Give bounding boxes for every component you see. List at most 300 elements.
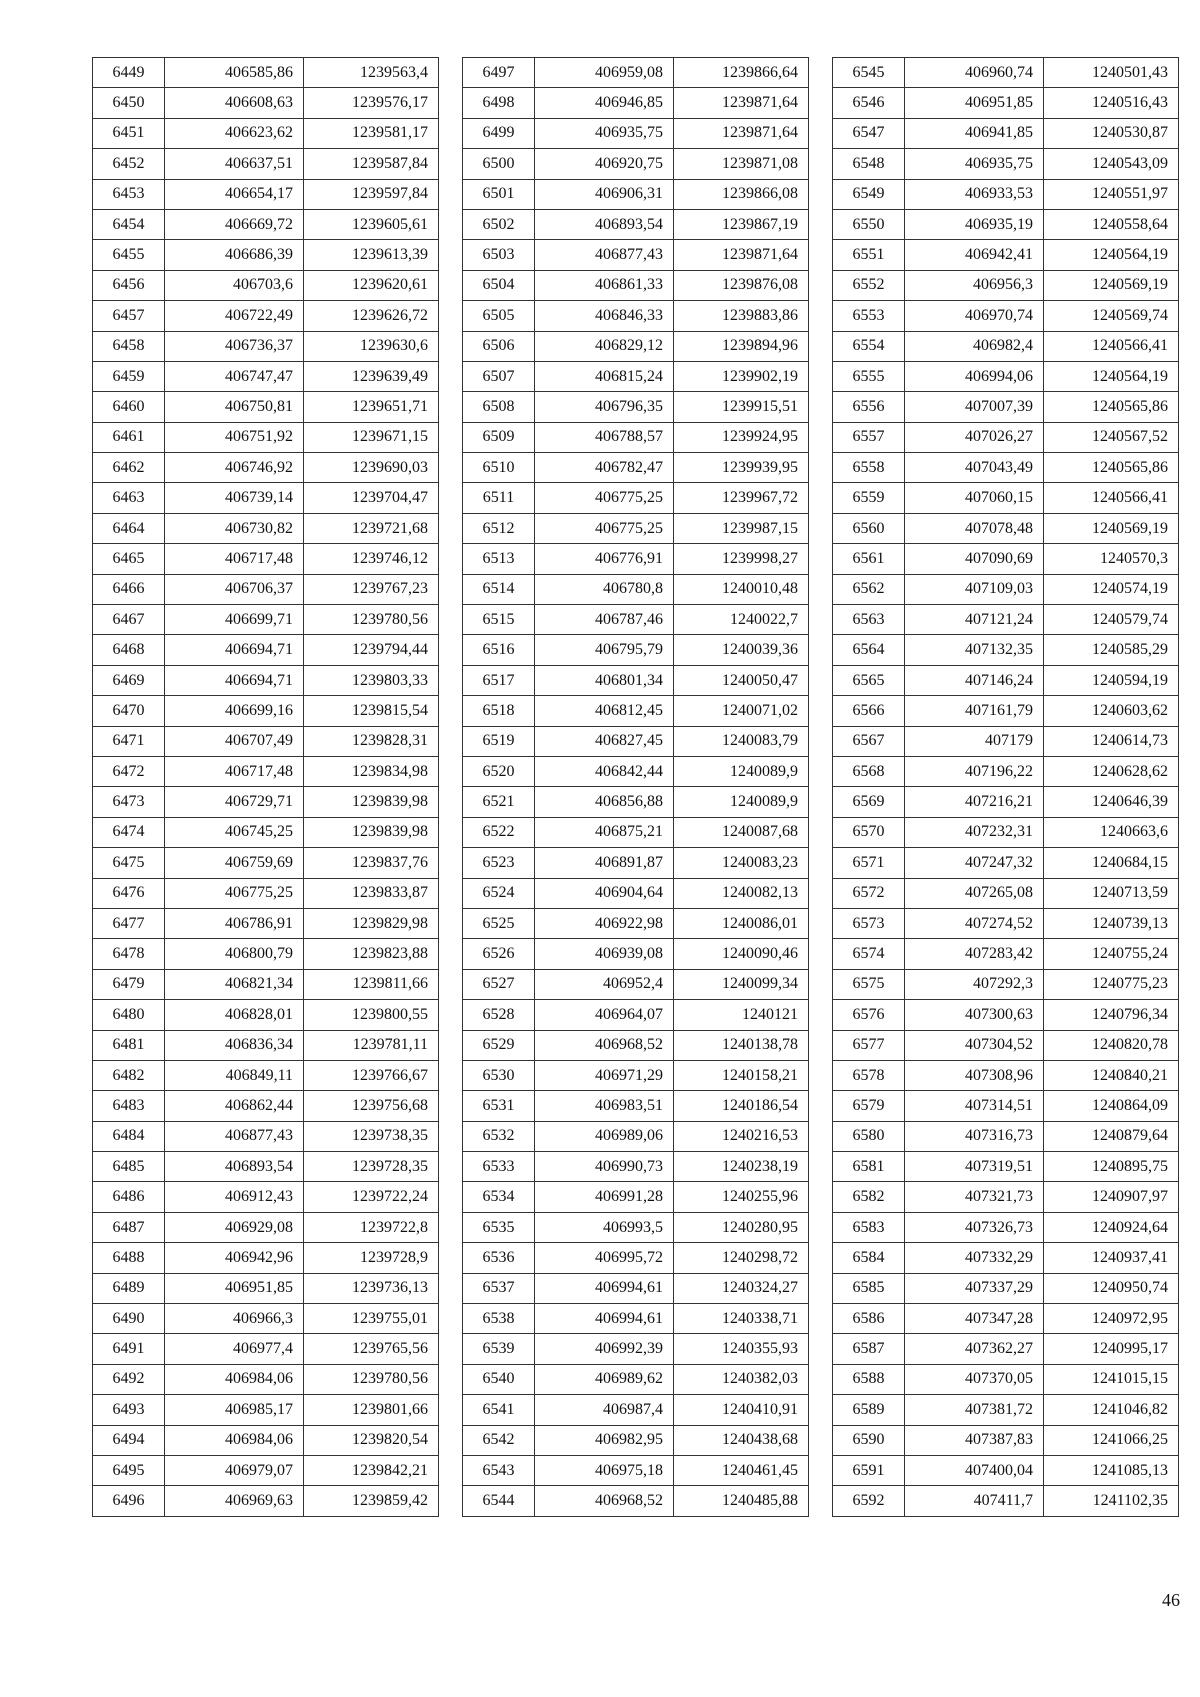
point-number-cell: 6585: [833, 1273, 905, 1303]
table-row: [93, 908, 439, 938]
table-row: [833, 1425, 1179, 1455]
x-coordinate-cell: 406795,79: [535, 635, 674, 665]
y-coordinate-cell: 1240238,19: [674, 1152, 809, 1182]
y-coordinate-cell: 1240255,96: [674, 1182, 809, 1212]
y-coordinate-cell: 1239587,84: [304, 149, 439, 179]
y-coordinate-cell: 1239738,35: [304, 1121, 439, 1151]
x-coordinate-cell: 406699,71: [165, 605, 304, 635]
y-coordinate-cell: 1240501,43: [1044, 58, 1179, 88]
y-coordinate-cell: 1239630,6: [304, 331, 439, 361]
point-number-cell: 6566: [833, 696, 905, 726]
y-coordinate-cell: 1240083,79: [674, 726, 809, 756]
table-row: [93, 1395, 439, 1425]
y-coordinate-cell: 1240410,91: [674, 1395, 809, 1425]
y-coordinate-cell: 1240338,71: [674, 1304, 809, 1334]
point-number-cell: 6556: [833, 392, 905, 422]
x-coordinate-cell: 406730,82: [165, 513, 304, 543]
point-number-cell: 6451: [93, 118, 165, 148]
table-row: [463, 544, 809, 574]
y-coordinate-cell: 1240186,54: [674, 1091, 809, 1121]
y-coordinate-cell: 1241085,13: [1044, 1455, 1179, 1485]
table-row: [93, 453, 439, 483]
table-row: [833, 787, 1179, 817]
x-coordinate-cell: 407078,48: [905, 513, 1044, 543]
y-coordinate-cell: 1239722,24: [304, 1182, 439, 1212]
table-row: [833, 1212, 1179, 1242]
y-coordinate-cell: 1240298,72: [674, 1243, 809, 1273]
point-number-cell: 6471: [93, 726, 165, 756]
table-row: [93, 1486, 439, 1516]
y-coordinate-cell: 1240820,78: [1044, 1030, 1179, 1060]
point-number-cell: 6587: [833, 1334, 905, 1364]
x-coordinate-cell: 406970,74: [905, 301, 1044, 331]
table-row: [833, 1304, 1179, 1334]
y-coordinate-cell: 1240567,52: [1044, 422, 1179, 452]
x-coordinate-cell: 406987,4: [535, 1395, 674, 1425]
point-number-cell: 6553: [833, 301, 905, 331]
point-number-cell: 6555: [833, 361, 905, 391]
table-row: [463, 118, 809, 148]
x-coordinate-cell: 406877,43: [165, 1121, 304, 1151]
point-number-cell: 6464: [93, 513, 165, 543]
table-row: [463, 422, 809, 452]
table-row: [833, 240, 1179, 270]
table-row: [93, 848, 439, 878]
x-coordinate-cell: 407109,03: [905, 574, 1044, 604]
x-coordinate-cell: 406952,4: [535, 969, 674, 999]
x-coordinate-cell: 406686,39: [165, 240, 304, 270]
point-number-cell: 6462: [93, 453, 165, 483]
x-coordinate-cell: 406694,71: [165, 635, 304, 665]
coordinate-table-3: [832, 57, 1179, 1517]
point-number-cell: 6483: [93, 1091, 165, 1121]
point-number-cell: 6480: [93, 1000, 165, 1030]
x-coordinate-cell: 407196,22: [905, 756, 1044, 786]
table-row: [463, 179, 809, 209]
table-row: [93, 361, 439, 391]
x-coordinate-cell: 406787,46: [535, 605, 674, 635]
y-coordinate-cell: 1239597,84: [304, 179, 439, 209]
point-number-cell: 6460: [93, 392, 165, 422]
y-coordinate-cell: 1240646,39: [1044, 787, 1179, 817]
point-number-cell: 6565: [833, 665, 905, 695]
y-coordinate-cell: 1240516,43: [1044, 88, 1179, 118]
x-coordinate-cell: 406694,71: [165, 665, 304, 695]
table-row: [833, 817, 1179, 847]
x-coordinate-cell: 406722,49: [165, 301, 304, 331]
x-coordinate-cell: 406776,91: [535, 544, 674, 574]
y-coordinate-cell: 1239866,08: [674, 179, 809, 209]
y-coordinate-cell: 1239902,19: [674, 361, 809, 391]
y-coordinate-cell: 1239626,72: [304, 301, 439, 331]
x-coordinate-cell: 407247,32: [905, 848, 1044, 878]
y-coordinate-cell: 1239780,56: [304, 1364, 439, 1394]
y-coordinate-cell: 1239781,11: [304, 1030, 439, 1060]
x-coordinate-cell: 407283,42: [905, 939, 1044, 969]
table-row: [833, 969, 1179, 999]
table-row: [463, 453, 809, 483]
x-coordinate-cell: 406984,06: [165, 1425, 304, 1455]
x-coordinate-cell: 406939,08: [535, 939, 674, 969]
x-coordinate-cell: 406846,33: [535, 301, 674, 331]
point-number-cell: 6530: [463, 1060, 535, 1090]
point-number-cell: 6522: [463, 817, 535, 847]
y-coordinate-cell: 1239746,12: [304, 544, 439, 574]
point-number-cell: 6520: [463, 756, 535, 786]
x-coordinate-cell: 406922,98: [535, 908, 674, 938]
x-coordinate-cell: 406989,62: [535, 1364, 674, 1394]
x-coordinate-cell: 406935,75: [905, 149, 1044, 179]
y-coordinate-cell: 1240566,41: [1044, 331, 1179, 361]
table-row: [93, 1091, 439, 1121]
table-row: [463, 58, 809, 88]
y-coordinate-cell: 1240382,03: [674, 1364, 809, 1394]
y-coordinate-cell: 1239815,54: [304, 696, 439, 726]
table-row: [463, 939, 809, 969]
y-coordinate-cell: 1240864,09: [1044, 1091, 1179, 1121]
x-coordinate-cell: 406960,74: [905, 58, 1044, 88]
point-number-cell: 6569: [833, 787, 905, 817]
y-coordinate-cell: 1240551,97: [1044, 179, 1179, 209]
x-coordinate-cell: 407332,29: [905, 1243, 1044, 1273]
table-row: [93, 483, 439, 513]
y-coordinate-cell: 1240564,19: [1044, 361, 1179, 391]
x-coordinate-cell: 407400,04: [905, 1455, 1044, 1485]
table-row: [93, 149, 439, 179]
x-coordinate-cell: 406951,85: [905, 88, 1044, 118]
table-row: [833, 1486, 1179, 1516]
point-number-cell: 6524: [463, 878, 535, 908]
point-number-cell: 6521: [463, 787, 535, 817]
y-coordinate-cell: 1240039,36: [674, 635, 809, 665]
y-coordinate-cell: 1240840,21: [1044, 1060, 1179, 1090]
y-coordinate-cell: 1240565,86: [1044, 453, 1179, 483]
table-row: [93, 209, 439, 239]
point-number-cell: 6539: [463, 1334, 535, 1364]
point-number-cell: 6493: [93, 1395, 165, 1425]
table-row: [463, 1334, 809, 1364]
table-row: [833, 756, 1179, 786]
point-number-cell: 6454: [93, 209, 165, 239]
point-number-cell: 6563: [833, 605, 905, 635]
x-coordinate-cell: 406788,57: [535, 422, 674, 452]
table-row: [833, 665, 1179, 695]
x-coordinate-cell: 406989,06: [535, 1121, 674, 1151]
table-row: [463, 787, 809, 817]
x-coordinate-cell: 406966,3: [165, 1304, 304, 1334]
point-number-cell: 6476: [93, 878, 165, 908]
point-number-cell: 6477: [93, 908, 165, 938]
point-number-cell: 6492: [93, 1364, 165, 1394]
y-coordinate-cell: 1240565,86: [1044, 392, 1179, 422]
x-coordinate-cell: 406982,4: [905, 331, 1044, 361]
table-row: [833, 118, 1179, 148]
point-number-cell: 6576: [833, 1000, 905, 1030]
point-number-cell: 6519: [463, 726, 535, 756]
y-coordinate-cell: 1240082,13: [674, 878, 809, 908]
point-number-cell: 6457: [93, 301, 165, 331]
x-coordinate-cell: 406782,47: [535, 453, 674, 483]
table-row: [463, 696, 809, 726]
x-coordinate-cell: 406717,48: [165, 544, 304, 574]
x-coordinate-cell: 407314,51: [905, 1091, 1044, 1121]
table-row: [833, 1091, 1179, 1121]
point-number-cell: 6500: [463, 149, 535, 179]
table-row: [833, 301, 1179, 331]
y-coordinate-cell: 1240614,73: [1044, 726, 1179, 756]
y-coordinate-cell: 1240099,34: [674, 969, 809, 999]
x-coordinate-cell: 407370,05: [905, 1364, 1044, 1394]
point-number-cell: 6531: [463, 1091, 535, 1121]
y-coordinate-cell: 1239866,64: [674, 58, 809, 88]
point-number-cell: 6549: [833, 179, 905, 209]
table-row: [463, 1152, 809, 1182]
y-coordinate-cell: 1240570,3: [1044, 544, 1179, 574]
table-row: [93, 88, 439, 118]
y-coordinate-cell: 1239883,86: [674, 301, 809, 331]
x-coordinate-cell: 407321,73: [905, 1182, 1044, 1212]
x-coordinate-cell: 406608,63: [165, 88, 304, 118]
y-coordinate-cell: 1239755,01: [304, 1304, 439, 1334]
point-number-cell: 6543: [463, 1455, 535, 1485]
table-row: [833, 878, 1179, 908]
table-row: [93, 392, 439, 422]
point-number-cell: 6535: [463, 1212, 535, 1242]
table-row: [833, 331, 1179, 361]
y-coordinate-cell: 1239837,76: [304, 848, 439, 878]
y-coordinate-cell: 1240603,62: [1044, 696, 1179, 726]
y-coordinate-cell: 1239839,98: [304, 817, 439, 847]
x-coordinate-cell: 406994,61: [535, 1273, 674, 1303]
table-row: [463, 1395, 809, 1425]
x-coordinate-cell: 406993,5: [535, 1212, 674, 1242]
point-number-cell: 6511: [463, 483, 535, 513]
table-row: [463, 392, 809, 422]
x-coordinate-cell: 406796,35: [535, 392, 674, 422]
table-row: [463, 1425, 809, 1455]
x-coordinate-cell: 406951,85: [165, 1273, 304, 1303]
x-coordinate-cell: 406801,34: [535, 665, 674, 695]
table-row: [463, 665, 809, 695]
point-number-cell: 6463: [93, 483, 165, 513]
table-row: [463, 240, 809, 270]
y-coordinate-cell: 1239765,56: [304, 1334, 439, 1364]
point-number-cell: 6481: [93, 1030, 165, 1060]
table-row: [833, 1060, 1179, 1090]
table-row: [463, 1060, 809, 1090]
table-row: [93, 179, 439, 209]
y-coordinate-cell: 1239563,4: [304, 58, 439, 88]
y-coordinate-cell: 1239871,64: [674, 240, 809, 270]
point-number-cell: 6583: [833, 1212, 905, 1242]
x-coordinate-cell: 406759,69: [165, 848, 304, 878]
x-coordinate-cell: 407347,28: [905, 1304, 1044, 1334]
table-row: [833, 1243, 1179, 1273]
table-row: [93, 635, 439, 665]
y-coordinate-cell: 1239690,03: [304, 453, 439, 483]
y-coordinate-cell: 1240090,46: [674, 939, 809, 969]
table-row: [833, 848, 1179, 878]
x-coordinate-cell: 406623,62: [165, 118, 304, 148]
point-number-cell: 6475: [93, 848, 165, 878]
x-coordinate-cell: 407026,27: [905, 422, 1044, 452]
x-coordinate-cell: 406971,29: [535, 1060, 674, 1090]
point-number-cell: 6550: [833, 209, 905, 239]
y-coordinate-cell: 1240907,97: [1044, 1182, 1179, 1212]
y-coordinate-cell: 1239834,98: [304, 756, 439, 786]
x-coordinate-cell: 406585,86: [165, 58, 304, 88]
table-row: [463, 1486, 809, 1516]
point-number-cell: 6467: [93, 605, 165, 635]
table-row: [93, 1030, 439, 1060]
x-coordinate-cell: 406964,07: [535, 1000, 674, 1030]
table-row: [833, 1273, 1179, 1303]
table-row: [833, 1121, 1179, 1151]
point-number-cell: 6533: [463, 1152, 535, 1182]
point-number-cell: 6465: [93, 544, 165, 574]
x-coordinate-cell: 406861,33: [535, 270, 674, 300]
x-coordinate-cell: 406994,61: [535, 1304, 674, 1334]
x-coordinate-cell: 407161,79: [905, 696, 1044, 726]
y-coordinate-cell: 1239859,42: [304, 1486, 439, 1516]
point-number-cell: 6528: [463, 1000, 535, 1030]
table-row: [93, 240, 439, 270]
point-number-cell: 6449: [93, 58, 165, 88]
table-row: [833, 605, 1179, 635]
x-coordinate-cell: 406906,31: [535, 179, 674, 209]
point-number-cell: 6573: [833, 908, 905, 938]
point-number-cell: 6534: [463, 1182, 535, 1212]
y-coordinate-cell: 1240280,95: [674, 1212, 809, 1242]
point-number-cell: 6487: [93, 1212, 165, 1242]
y-coordinate-cell: 1239820,54: [304, 1425, 439, 1455]
point-number-cell: 6513: [463, 544, 535, 574]
x-coordinate-cell: 407146,24: [905, 665, 1044, 695]
x-coordinate-cell: 406920,75: [535, 149, 674, 179]
table-row: [833, 209, 1179, 239]
point-number-cell: 6592: [833, 1486, 905, 1516]
point-number-cell: 6502: [463, 209, 535, 239]
x-coordinate-cell: 406815,24: [535, 361, 674, 391]
page-number: 46: [1162, 1590, 1180, 1610]
table-row: [833, 88, 1179, 118]
x-coordinate-cell: 406836,34: [165, 1030, 304, 1060]
x-coordinate-cell: 406827,45: [535, 726, 674, 756]
point-number-cell: 6588: [833, 1364, 905, 1394]
x-coordinate-cell: 406977,4: [165, 1334, 304, 1364]
y-coordinate-cell: 1239987,15: [674, 513, 809, 543]
y-coordinate-cell: 1239939,95: [674, 453, 809, 483]
point-number-cell: 6562: [833, 574, 905, 604]
point-number-cell: 6518: [463, 696, 535, 726]
table-row: [463, 1273, 809, 1303]
point-number-cell: 6474: [93, 817, 165, 847]
y-coordinate-cell: 1240684,15: [1044, 848, 1179, 878]
x-coordinate-cell: 406942,41: [905, 240, 1044, 270]
y-coordinate-cell: 1240972,95: [1044, 1304, 1179, 1334]
y-coordinate-cell: 1239867,19: [674, 209, 809, 239]
table-row: [833, 149, 1179, 179]
x-coordinate-cell: 406893,54: [535, 209, 674, 239]
table-row: [93, 1304, 439, 1334]
x-coordinate-cell: 406983,51: [535, 1091, 674, 1121]
point-number-cell: 6505: [463, 301, 535, 331]
table-row: [93, 1334, 439, 1364]
y-coordinate-cell: 1240628,62: [1044, 756, 1179, 786]
table-row: [463, 361, 809, 391]
table-row: [463, 209, 809, 239]
x-coordinate-cell: 407060,15: [905, 483, 1044, 513]
point-number-cell: 6582: [833, 1182, 905, 1212]
x-coordinate-cell: 406991,28: [535, 1182, 674, 1212]
table-row: [463, 635, 809, 665]
y-coordinate-cell: 1239800,55: [304, 1000, 439, 1030]
table-row: [463, 756, 809, 786]
table-row: [93, 939, 439, 969]
x-coordinate-cell: 406800,79: [165, 939, 304, 969]
y-coordinate-cell: 1240050,47: [674, 665, 809, 695]
y-coordinate-cell: 1239871,64: [674, 118, 809, 148]
table-row: [833, 513, 1179, 543]
point-number-cell: 6538: [463, 1304, 535, 1334]
x-coordinate-cell: 406821,34: [165, 969, 304, 999]
x-coordinate-cell: 406912,43: [165, 1182, 304, 1212]
x-coordinate-cell: 406747,47: [165, 361, 304, 391]
y-coordinate-cell: 1239794,44: [304, 635, 439, 665]
point-number-cell: 6545: [833, 58, 905, 88]
table-row: [463, 726, 809, 756]
point-number-cell: 6456: [93, 270, 165, 300]
point-number-cell: 6561: [833, 544, 905, 574]
y-coordinate-cell: 1240755,24: [1044, 939, 1179, 969]
x-coordinate-cell: 406751,92: [165, 422, 304, 452]
point-number-cell: 6591: [833, 1455, 905, 1485]
y-coordinate-cell: 1240585,29: [1044, 635, 1179, 665]
point-number-cell: 6559: [833, 483, 905, 513]
x-coordinate-cell: 406706,37: [165, 574, 304, 604]
y-coordinate-cell: 1239728,9: [304, 1243, 439, 1273]
x-coordinate-cell: 406637,51: [165, 149, 304, 179]
y-coordinate-cell: 1240924,64: [1044, 1212, 1179, 1242]
table-row: [463, 331, 809, 361]
x-coordinate-cell: 406856,88: [535, 787, 674, 817]
point-number-cell: 6547: [833, 118, 905, 148]
y-coordinate-cell: 1240566,41: [1044, 483, 1179, 513]
point-number-cell: 6494: [93, 1425, 165, 1455]
point-number-cell: 6507: [463, 361, 535, 391]
point-number-cell: 6574: [833, 939, 905, 969]
table-row: [93, 58, 439, 88]
point-number-cell: 6581: [833, 1152, 905, 1182]
table-row: [463, 1121, 809, 1151]
table-row: [463, 88, 809, 118]
x-coordinate-cell: 406775,25: [535, 513, 674, 543]
point-number-cell: 6496: [93, 1486, 165, 1516]
point-number-cell: 6489: [93, 1273, 165, 1303]
y-coordinate-cell: 1239833,87: [304, 878, 439, 908]
y-coordinate-cell: 1240158,21: [674, 1060, 809, 1090]
x-coordinate-cell: 406739,14: [165, 483, 304, 513]
x-coordinate-cell: 406984,06: [165, 1364, 304, 1394]
x-coordinate-cell: 406893,54: [165, 1152, 304, 1182]
y-coordinate-cell: 1241015,15: [1044, 1364, 1179, 1394]
point-number-cell: 6512: [463, 513, 535, 543]
point-number-cell: 6540: [463, 1364, 535, 1394]
table-row: [833, 1152, 1179, 1182]
table-row: [93, 422, 439, 452]
point-number-cell: 6548: [833, 149, 905, 179]
x-coordinate-cell: 406842,44: [535, 756, 674, 786]
